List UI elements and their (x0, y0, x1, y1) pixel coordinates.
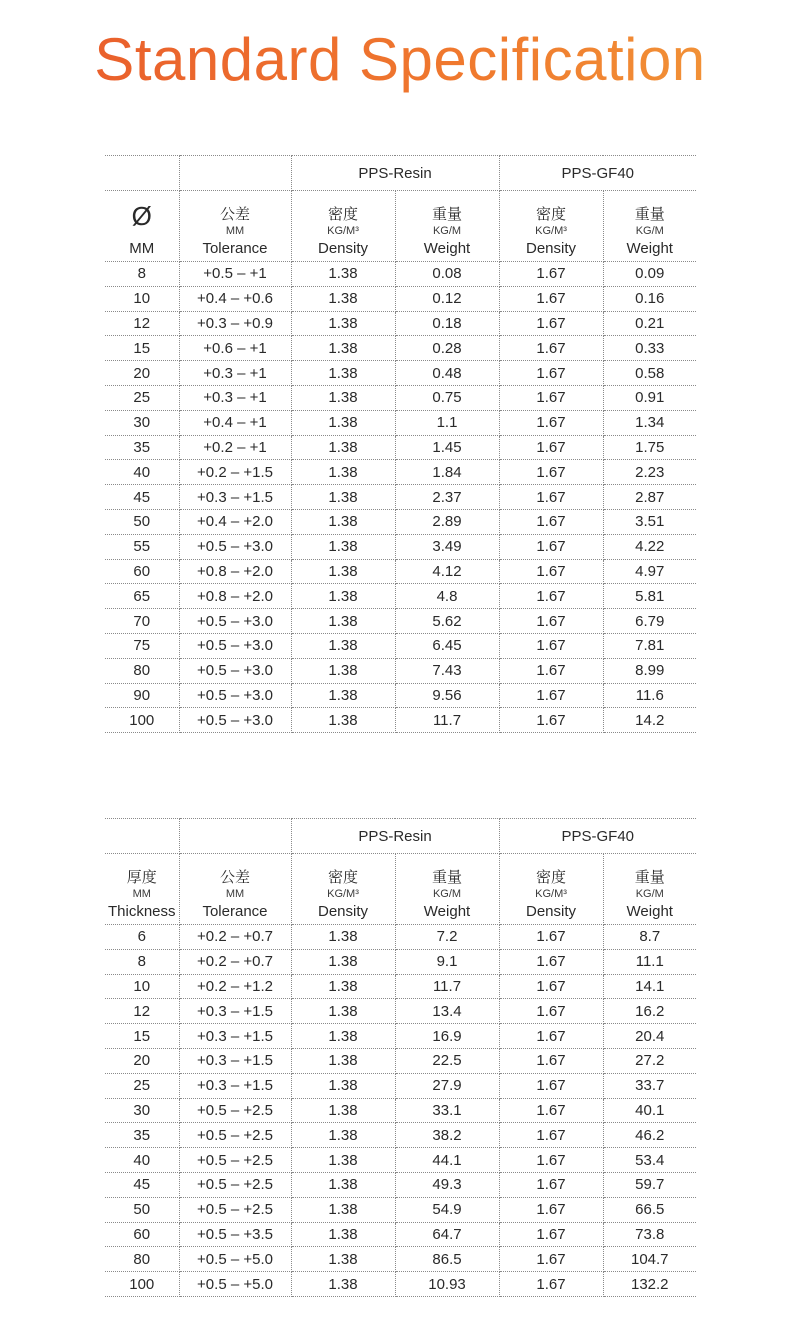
size-cell: 15 (105, 336, 179, 361)
gf-density-cell: 1.67 (499, 584, 603, 609)
resin-weight-cell: 6.45 (395, 633, 499, 658)
resin-density-cell: 1.38 (291, 1123, 395, 1148)
gf-density-cell: 1.67 (499, 1048, 603, 1073)
resin-weight-cell: 9.1 (395, 949, 499, 974)
table-row (105, 974, 696, 999)
tolerance-cell: +0.5 – +3.0 (179, 633, 291, 658)
gf-weight-cell: 0.91 (603, 385, 696, 410)
resin-weight-cell: 1.1 (395, 410, 499, 435)
table-body (105, 262, 696, 733)
resin-density-cell: 1.38 (291, 683, 395, 708)
tolerance-cell: +0.6 – +1 (179, 336, 291, 361)
resin-density-cell: 1.38 (291, 1197, 395, 1222)
resin-density-cell: 1.38 (291, 509, 395, 534)
size-cell: 35 (105, 435, 179, 460)
resin-weight-cell: 9.56 (395, 683, 499, 708)
table-row (105, 658, 696, 683)
group-header-pps-resin: PPS-Resin (291, 819, 499, 854)
tolerance-cell: +0.5 – +3.0 (179, 683, 291, 708)
table-row (105, 509, 696, 534)
table-row (105, 336, 696, 361)
table-row (105, 584, 696, 609)
group-header-row (105, 156, 696, 191)
tolerance-cell: +0.5 – +5.0 (179, 1272, 291, 1297)
size-cell: 100 (105, 708, 179, 733)
resin-weight-cell: 0.28 (395, 336, 499, 361)
header-thickness: 厚度 MM Thickness (105, 854, 179, 925)
resin-weight-cell: 10.93 (395, 1272, 499, 1297)
thickness-spec-table (105, 818, 696, 1297)
gf-density-cell: 1.67 (499, 999, 603, 1024)
size-cell: 50 (105, 509, 179, 534)
resin-density-cell: 1.38 (291, 1148, 395, 1173)
tolerance-cell: +0.3 – +1.5 (179, 1073, 291, 1098)
resin-weight-cell: 64.7 (395, 1222, 499, 1247)
tolerance-cell: +0.4 – +0.6 (179, 286, 291, 311)
tolerance-cell: +0.3 – +1.5 (179, 1048, 291, 1073)
size-cell: 65 (105, 584, 179, 609)
gf-weight-cell: 1.34 (603, 410, 696, 435)
table-row (105, 311, 696, 336)
tolerance-cell: +0.5 – +2.5 (179, 1172, 291, 1197)
gf-density-cell: 1.67 (499, 1073, 603, 1098)
resin-weight-cell: 2.37 (395, 485, 499, 510)
gf-weight-cell: 104.7 (603, 1247, 696, 1272)
resin-weight-cell: 0.12 (395, 286, 499, 311)
gf-weight-cell: 11.1 (603, 949, 696, 974)
gf-weight-cell: 0.58 (603, 361, 696, 386)
header-resin-density: 密度 KG/M³ Density (291, 191, 395, 262)
tolerance-cell: +0.5 – +3.5 (179, 1222, 291, 1247)
resin-weight-cell: 0.75 (395, 385, 499, 410)
tolerance-cell: +0.5 – +2.5 (179, 1197, 291, 1222)
gf-density-cell: 1.67 (499, 633, 603, 658)
gf-density-cell: 1.67 (499, 1247, 603, 1272)
resin-density-cell: 1.38 (291, 485, 395, 510)
size-cell: 6 (105, 925, 179, 950)
size-cell: 40 (105, 460, 179, 485)
gf-weight-cell: 14.1 (603, 974, 696, 999)
resin-density-cell: 1.38 (291, 262, 395, 287)
resin-weight-cell: 4.12 (395, 559, 499, 584)
resin-density-cell: 1.38 (291, 949, 395, 974)
gf-density-cell: 1.67 (499, 658, 603, 683)
gf-density-cell: 1.67 (499, 286, 603, 311)
resin-density-cell: 1.38 (291, 609, 395, 634)
gf-density-cell: 1.67 (499, 1222, 603, 1247)
table-row (105, 1123, 696, 1148)
size-cell: 80 (105, 1247, 179, 1272)
resin-weight-cell: 38.2 (395, 1123, 499, 1148)
tolerance-cell: +0.5 – +3.0 (179, 658, 291, 683)
gf-weight-cell: 16.2 (603, 999, 696, 1024)
resin-weight-cell: 7.2 (395, 925, 499, 950)
size-cell: 50 (105, 1197, 179, 1222)
resin-density-cell: 1.38 (291, 385, 395, 410)
resin-density-cell: 1.38 (291, 1222, 395, 1247)
size-cell: 45 (105, 1172, 179, 1197)
resin-weight-cell: 49.3 (395, 1172, 499, 1197)
table-row (105, 559, 696, 584)
gf-weight-cell: 0.33 (603, 336, 696, 361)
resin-weight-cell: 1.45 (395, 435, 499, 460)
tolerance-cell: +0.3 – +1.5 (179, 485, 291, 510)
table-row (105, 1272, 696, 1297)
column-header-row (105, 191, 696, 262)
gf-density-cell: 1.67 (499, 485, 603, 510)
gf-weight-cell: 0.21 (603, 311, 696, 336)
table-row (105, 460, 696, 485)
tolerance-cell: +0.3 – +1 (179, 361, 291, 386)
table-row (105, 1197, 696, 1222)
resin-weight-cell: 0.48 (395, 361, 499, 386)
resin-weight-cell: 27.9 (395, 1073, 499, 1098)
header-tolerance: 公差 MM Tolerance (179, 854, 291, 925)
size-cell: 20 (105, 361, 179, 386)
resin-weight-cell: 16.9 (395, 1024, 499, 1049)
resin-weight-cell: 3.49 (395, 534, 499, 559)
gf-weight-cell: 73.8 (603, 1222, 696, 1247)
resin-density-cell: 1.38 (291, 311, 395, 336)
gf-weight-cell: 0.09 (603, 262, 696, 287)
gf-density-cell: 1.67 (499, 1272, 603, 1297)
size-cell: 25 (105, 385, 179, 410)
gf-weight-cell: 2.23 (603, 460, 696, 485)
gf-weight-cell: 20.4 (603, 1024, 696, 1049)
tolerance-cell: +0.3 – +1.5 (179, 1024, 291, 1049)
tolerance-cell: +0.5 – +5.0 (179, 1247, 291, 1272)
resin-density-cell: 1.38 (291, 925, 395, 950)
header-resin-weight: 重量 KG/M Weight (395, 854, 499, 925)
gf-density-cell: 1.67 (499, 949, 603, 974)
resin-weight-cell: 11.7 (395, 708, 499, 733)
table-row (105, 999, 696, 1024)
gf-density-cell: 1.67 (499, 609, 603, 634)
table-row (105, 262, 696, 287)
resin-density-cell: 1.38 (291, 460, 395, 485)
resin-weight-cell: 33.1 (395, 1098, 499, 1123)
size-cell: 8 (105, 262, 179, 287)
size-cell: 70 (105, 609, 179, 634)
header-gf-weight: 重量 KG/M Weight (603, 854, 696, 925)
diameter-spec-table (105, 155, 696, 733)
gf-weight-cell: 33.7 (603, 1073, 696, 1098)
table-row (105, 1247, 696, 1272)
gf-weight-cell: 66.5 (603, 1197, 696, 1222)
size-cell: 60 (105, 1222, 179, 1247)
gf-density-cell: 1.67 (499, 410, 603, 435)
header-gf-weight: 重量 KG/M Weight (603, 191, 696, 262)
gf-weight-cell: 27.2 (603, 1048, 696, 1073)
size-cell: 40 (105, 1148, 179, 1173)
resin-density-cell: 1.38 (291, 584, 395, 609)
tolerance-cell: +0.2 – +1 (179, 435, 291, 460)
resin-density-cell: 1.38 (291, 1172, 395, 1197)
group-header-pps-resin: PPS-Resin (291, 156, 499, 191)
resin-weight-cell: 13.4 (395, 999, 499, 1024)
header-gf-density: 密度 KG/M³ Density (499, 191, 603, 262)
size-cell: 55 (105, 534, 179, 559)
resin-density-cell: 1.38 (291, 336, 395, 361)
table-row (105, 633, 696, 658)
table-row (105, 534, 696, 559)
gf-density-cell: 1.67 (499, 708, 603, 733)
tolerance-cell: +0.3 – +0.9 (179, 311, 291, 336)
gf-density-cell: 1.67 (499, 460, 603, 485)
resin-weight-cell: 11.7 (395, 974, 499, 999)
gf-density-cell: 1.67 (499, 683, 603, 708)
tolerance-cell: +0.4 – +1 (179, 410, 291, 435)
resin-weight-cell: 22.5 (395, 1048, 499, 1073)
gf-weight-cell: 11.6 (603, 683, 696, 708)
gf-density-cell: 1.67 (499, 361, 603, 386)
group-header-pps-gf40: PPS-GF40 (499, 156, 696, 191)
resin-density-cell: 1.38 (291, 410, 395, 435)
header-gf-density: 密度 KG/M³ Density (499, 854, 603, 925)
gf-density-cell: 1.67 (499, 262, 603, 287)
size-cell: 45 (105, 485, 179, 510)
header-diameter: Ø MM (105, 191, 179, 262)
tolerance-cell: +0.2 – +0.7 (179, 949, 291, 974)
table-row (105, 435, 696, 460)
resin-density-cell: 1.38 (291, 534, 395, 559)
resin-density-cell: 1.38 (291, 974, 395, 999)
size-cell: 25 (105, 1073, 179, 1098)
table-row (105, 1073, 696, 1098)
column-header-row (105, 854, 696, 925)
table-row (105, 925, 696, 950)
header-resin-weight: 重量 KG/M Weight (395, 191, 499, 262)
resin-weight-cell: 86.5 (395, 1247, 499, 1272)
gf-weight-cell: 132.2 (603, 1272, 696, 1297)
table-row (105, 1222, 696, 1247)
size-cell: 100 (105, 1272, 179, 1297)
gf-density-cell: 1.67 (499, 1148, 603, 1173)
gf-density-cell: 1.67 (499, 1197, 603, 1222)
tolerance-cell: +0.5 – +2.5 (179, 1148, 291, 1173)
size-cell: 20 (105, 1048, 179, 1073)
gf-density-cell: 1.67 (499, 559, 603, 584)
resin-weight-cell: 0.08 (395, 262, 499, 287)
size-cell: 80 (105, 658, 179, 683)
table-row (105, 1148, 696, 1173)
table-row (105, 949, 696, 974)
gf-weight-cell: 3.51 (603, 509, 696, 534)
table-row (105, 485, 696, 510)
gf-weight-cell: 46.2 (603, 1123, 696, 1148)
tolerance-cell: +0.3 – +1.5 (179, 999, 291, 1024)
table-row (105, 385, 696, 410)
size-cell: 8 (105, 949, 179, 974)
tolerance-cell: +0.3 – +1 (179, 385, 291, 410)
tolerance-cell: +0.5 – +3.0 (179, 609, 291, 634)
resin-weight-cell: 2.89 (395, 509, 499, 534)
table-body (105, 925, 696, 1297)
gf-density-cell: 1.67 (499, 1123, 603, 1148)
gf-weight-cell: 5.81 (603, 584, 696, 609)
resin-weight-cell: 4.8 (395, 584, 499, 609)
gf-density-cell: 1.67 (499, 1098, 603, 1123)
gf-weight-cell: 40.1 (603, 1098, 696, 1123)
size-cell: 10 (105, 286, 179, 311)
resin-density-cell: 1.38 (291, 1098, 395, 1123)
resin-density-cell: 1.38 (291, 1024, 395, 1049)
gf-density-cell: 1.67 (499, 336, 603, 361)
gf-density-cell: 1.67 (499, 385, 603, 410)
gf-weight-cell: 0.16 (603, 286, 696, 311)
resin-density-cell: 1.38 (291, 708, 395, 733)
gf-density-cell: 1.67 (499, 534, 603, 559)
size-cell: 30 (105, 1098, 179, 1123)
gf-weight-cell: 8.7 (603, 925, 696, 950)
resin-density-cell: 1.38 (291, 1048, 395, 1073)
resin-weight-cell: 54.9 (395, 1197, 499, 1222)
gf-weight-cell: 8.99 (603, 658, 696, 683)
resin-density-cell: 1.38 (291, 1247, 395, 1272)
table-row (105, 708, 696, 733)
size-cell: 60 (105, 559, 179, 584)
resin-weight-cell: 44.1 (395, 1148, 499, 1173)
resin-density-cell: 1.38 (291, 435, 395, 460)
resin-density-cell: 1.38 (291, 658, 395, 683)
page-title: Standard Specification (0, 20, 800, 100)
gf-weight-cell: 7.81 (603, 633, 696, 658)
resin-density-cell: 1.38 (291, 559, 395, 584)
table-row (105, 361, 696, 386)
size-cell: 12 (105, 999, 179, 1024)
gf-density-cell: 1.67 (499, 311, 603, 336)
gf-density-cell: 1.67 (499, 435, 603, 460)
gf-density-cell: 1.67 (499, 974, 603, 999)
size-cell: 90 (105, 683, 179, 708)
gf-density-cell: 1.67 (499, 509, 603, 534)
tolerance-cell: +0.5 – +2.5 (179, 1098, 291, 1123)
table-row (105, 410, 696, 435)
gf-density-cell: 1.67 (499, 1024, 603, 1049)
resin-density-cell: 1.38 (291, 1073, 395, 1098)
tolerance-cell: +0.5 – +1 (179, 262, 291, 287)
table-row (105, 286, 696, 311)
gf-weight-cell: 4.97 (603, 559, 696, 584)
size-cell: 10 (105, 974, 179, 999)
table-row (105, 683, 696, 708)
resin-weight-cell: 1.84 (395, 460, 499, 485)
gf-weight-cell: 14.2 (603, 708, 696, 733)
resin-weight-cell: 0.18 (395, 311, 499, 336)
gf-density-cell: 1.67 (499, 925, 603, 950)
tolerance-cell: +0.2 – +1.5 (179, 460, 291, 485)
gf-weight-cell: 1.75 (603, 435, 696, 460)
gf-weight-cell: 59.7 (603, 1172, 696, 1197)
size-cell: 15 (105, 1024, 179, 1049)
gf-weight-cell: 53.4 (603, 1148, 696, 1173)
resin-density-cell: 1.38 (291, 633, 395, 658)
tolerance-cell: +0.5 – +3.0 (179, 708, 291, 733)
tolerance-cell: +0.8 – +2.0 (179, 559, 291, 584)
header-tolerance: 公差 MM Tolerance (179, 191, 291, 262)
resin-density-cell: 1.38 (291, 999, 395, 1024)
resin-weight-cell: 7.43 (395, 658, 499, 683)
tolerance-cell: +0.4 – +2.0 (179, 509, 291, 534)
tolerance-cell: +0.8 – +2.0 (179, 584, 291, 609)
group-header-row (105, 819, 696, 854)
table-row (105, 609, 696, 634)
size-cell: 30 (105, 410, 179, 435)
table-row (105, 1172, 696, 1197)
group-header-pps-gf40: PPS-GF40 (499, 819, 696, 854)
gf-density-cell: 1.67 (499, 1172, 603, 1197)
gf-weight-cell: 6.79 (603, 609, 696, 634)
tolerance-cell: +0.5 – +2.5 (179, 1123, 291, 1148)
tolerance-cell: +0.2 – +0.7 (179, 925, 291, 950)
diameter-symbol: Ø (131, 201, 152, 231)
size-cell: 12 (105, 311, 179, 336)
size-cell: 35 (105, 1123, 179, 1148)
gf-weight-cell: 2.87 (603, 485, 696, 510)
table-row (105, 1048, 696, 1073)
tolerance-cell: +0.2 – +1.2 (179, 974, 291, 999)
resin-density-cell: 1.38 (291, 1272, 395, 1297)
table-row (105, 1098, 696, 1123)
table-row (105, 1024, 696, 1049)
gf-weight-cell: 4.22 (603, 534, 696, 559)
header-resin-density: 密度 KG/M³ Density (291, 854, 395, 925)
resin-density-cell: 1.38 (291, 286, 395, 311)
resin-density-cell: 1.38 (291, 361, 395, 386)
size-cell: 75 (105, 633, 179, 658)
tolerance-cell: +0.5 – +3.0 (179, 534, 291, 559)
resin-weight-cell: 5.62 (395, 609, 499, 634)
